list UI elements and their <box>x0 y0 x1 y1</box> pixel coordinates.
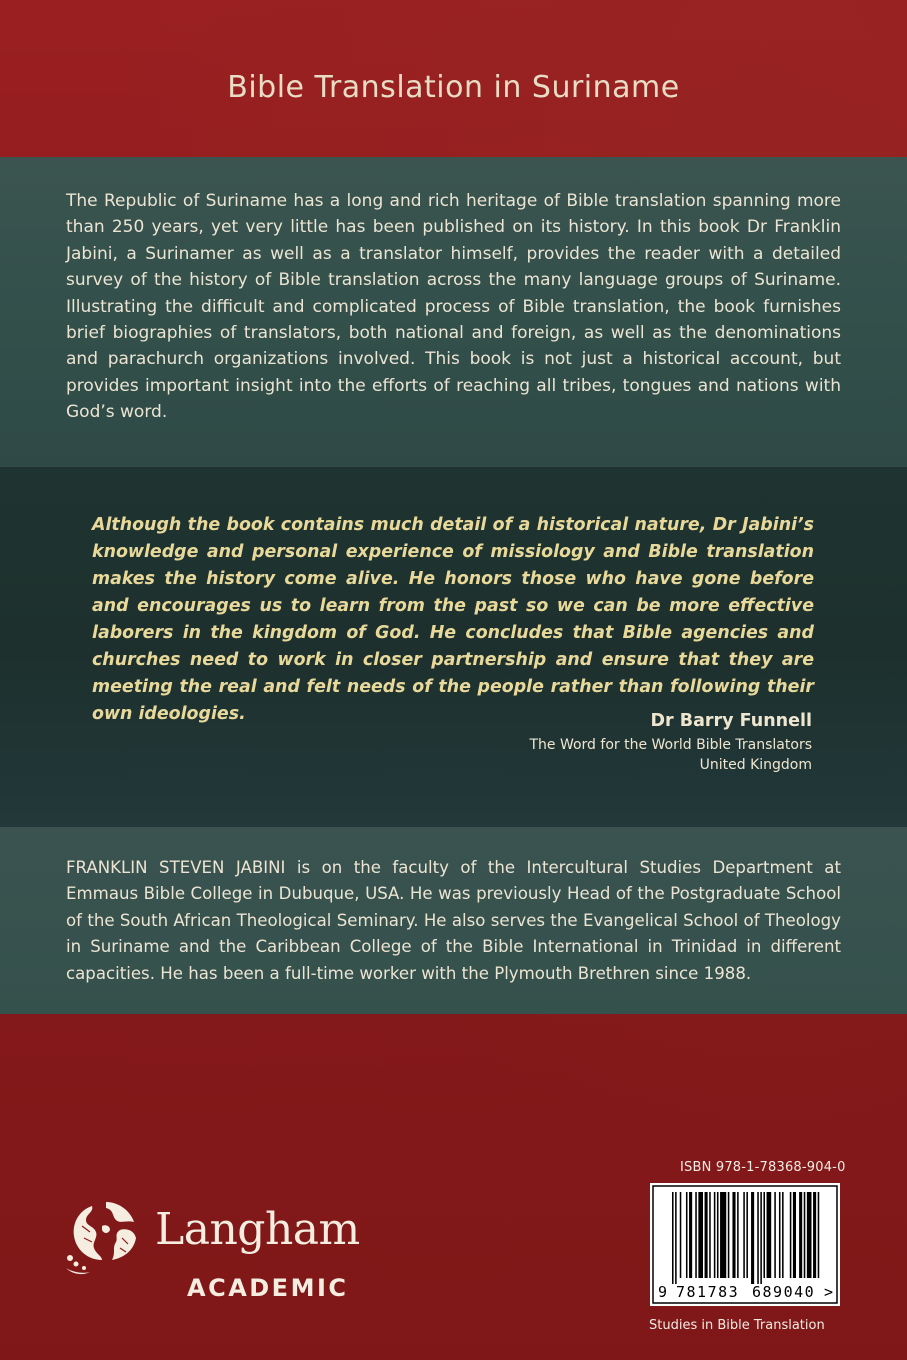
barcode-bar <box>804 1192 806 1278</box>
barcode-bar <box>757 1192 759 1284</box>
barcode-bar <box>672 1192 674 1284</box>
book-title: Bible Translation in Suriname <box>227 70 680 105</box>
barcode-bar <box>709 1192 711 1278</box>
barcode-bar <box>799 1192 802 1278</box>
barcode-bar <box>790 1192 792 1278</box>
barcode-bar <box>782 1192 784 1278</box>
barcode-bar <box>680 1192 682 1278</box>
barcode-bar <box>779 1192 781 1278</box>
barcode-bar <box>714 1192 716 1278</box>
barcode-digits-right: 689040 <box>752 1283 816 1301</box>
endorser-name: Dr Barry Funnell <box>650 711 812 731</box>
barcode-bar <box>807 1192 812 1278</box>
barcode-bar <box>774 1192 776 1278</box>
barcode-bar <box>737 1192 739 1278</box>
barcode-bar <box>720 1192 726 1278</box>
author-bio: FRANKLIN STEVEN JABINI is on the faculty of the Intercultural Studies Department at Emmaus Bible College in Dubuque, USA. He was previously Head of the Postgraduate School of the South African Theological Seminary. He also serves the Evangelical School of Theology in Suriname and the Caribbean College of the Bible International in Trinidad in different capacities. He has been a full-time worker with the Plymouth Brethren since 1988. <box>66 858 841 983</box>
barcode-bar <box>767 1192 772 1278</box>
series-name: Studies in Bible Translation <box>649 1318 825 1333</box>
publisher-logo <box>62 1196 402 1306</box>
barcode-bar <box>686 1192 688 1278</box>
barcode-bar <box>743 1192 745 1278</box>
barcode-digit-first: 9 <box>658 1283 668 1301</box>
barcode-bar <box>728 1192 730 1278</box>
barcode-bar <box>732 1192 735 1278</box>
barcode-bar <box>675 1192 677 1284</box>
barcode-bar <box>793 1192 796 1278</box>
barcode-bar <box>818 1192 820 1278</box>
barcode-bar <box>698 1192 703 1278</box>
barcode-bar <box>689 1192 692 1278</box>
isbn-label: ISBN 978-1-78368-904-0 <box>680 1160 846 1175</box>
barcode-digits-left: 781783 <box>676 1283 740 1301</box>
barcode-bar <box>813 1192 816 1278</box>
endorser-country: United Kingdom <box>699 757 812 773</box>
globe-logo-icon <box>62 1196 148 1276</box>
barcode-bar <box>746 1192 748 1278</box>
barcode-bar <box>717 1192 719 1278</box>
publisher-name: Langham <box>155 1204 360 1255</box>
barcode-end-mark: > <box>824 1283 834 1301</box>
endorsement-quote: Although the book contains much detail of a historical nature, Dr Jabini’s knowledge and personal experience of missiology and Bible translation makes the history come alive. He honors those who have gone before and encourages us to learn from the past so we can be more effective laborers in the kingdom of God. He concludes that Bible agencies and churches need to work in closer partnership and ensure that they are meeting the real and felt needs of the people rather than following their own ideologies. <box>92 515 814 724</box>
barcode-bar <box>695 1192 697 1278</box>
barcode-bars <box>650 1183 840 1306</box>
endorser-organization: The Word for the World Bible Translators <box>529 737 812 753</box>
barcode-bar <box>751 1192 754 1284</box>
barcode-bar <box>705 1192 708 1278</box>
publisher-imprint: ACADEMIC <box>187 1274 349 1302</box>
book-description: The Republic of Suriname has a long and rich heritage of Bible translation spanning more than 250 years, yet very little has been published on its history. In this book Dr Franklin Jabini, a Surinamer as well as a translator himself, provides the reader with a detailed survey of the history of Bible translation across the many language groups of Suriname. Illustrating the difficult and complicated process of Bible translation, the book furnishes brief biographies of translators, both national and foreign, as well as the denominations and parachurch organizations involved. This book is not just a historical account, but provides important insight into the efforts of reaching all tribes, tongues and nations with God’s word. <box>66 191 841 423</box>
barcode-bar <box>763 1192 765 1278</box>
barcode <box>650 1183 840 1306</box>
barcode-bar <box>760 1192 762 1284</box>
